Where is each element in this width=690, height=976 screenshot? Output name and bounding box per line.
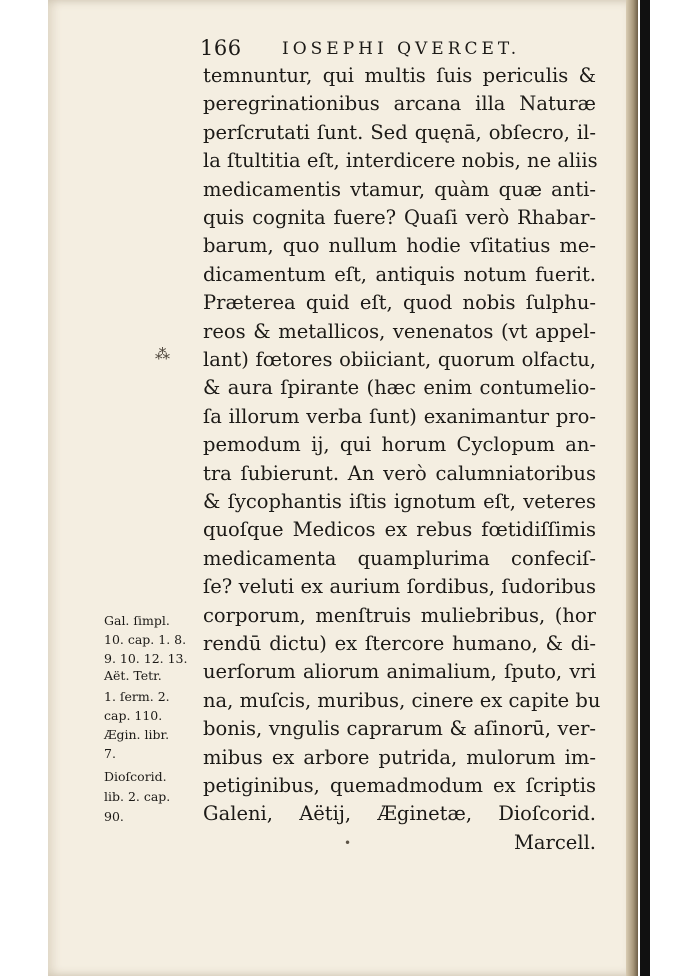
text-line: corporum, menſtruis muliebribus, (hor [203,603,596,627]
text-line: rendū dictu) ex ſtercore humano, & di- [203,632,596,655]
text-line: la ſtultitia eſt, interdicere nobis, ne aliis [203,149,598,173]
text-line: Galeni, Aëtij, Æginetæ, Dioſcorid. [203,802,596,826]
text-line: peregrinationibus arcana illa Naturæ [203,92,596,116]
text-line: lant) fœtores obiiciant, quorum olfactu, [203,348,596,371]
text-line: pemodum ij, qui horum Cyclopum an- [203,433,596,457]
text-line: na, muſcis, muribus, cinere ex capite bu [203,688,601,712]
text-line: medicamentis vtamur, quàm quæ anti- [203,177,596,201]
text-line: mibus ex arbore putrida, mulorum im- [203,745,596,769]
text-line: perſcrutati ſunt. Sed quęnā, obſecro, il- [203,120,596,144]
margin-note-line: Dioſcorid. [104,769,167,784]
text-line: dicamentum eſt, antiquis notum fuerit. [203,262,596,286]
margin-note-line: 10. cap. 1. 8. [104,632,187,647]
margin-note-line: 9. 10. 12. 13. [104,651,188,666]
text-line: & ſycophantis iſtis ignotum eſt, veteres [203,490,596,513]
text-line: Præterea quid eſt, quod nobis ſulphu- [203,291,596,315]
margin-note-line: lib. 2. cap. [104,789,171,804]
text-line: medicamenta quamplurima confeciſ- [203,546,596,570]
text-line: bonis, vngulis caprarum & aſinorū, ver- [203,717,596,741]
text-line: quoſque Medicos ex rebus fœtidiſſimis [203,518,596,542]
text-line: ſa illorum verba ſunt) exanimantur pro- [203,404,596,428]
text-line: reos & metallicos, venenatos (vt appel- [203,319,596,343]
running-title: IOSEPHI QVERCET. [282,39,521,59]
text-line: ſe? veluti ex aurium ſordibus, ſudoribus [203,575,596,599]
margin-note-line: Gal. ſimpl. [104,613,170,628]
marginal-mark-icon: ⁂ [155,345,170,363]
text-line: temnuntur, qui multis ſuis periculis & [203,64,596,87]
text-line: & aura ſpirante (hæc enim contumelio- [203,376,596,400]
text-line: quis cognita fuere? Quaſi verò Rhabar- [203,206,596,229]
margin-note-line: Aët. Tetr. [104,668,162,683]
margin-note-line: 1. ſerm. 2. [104,689,170,704]
margin-note-line: 7. [104,746,116,761]
margin-note-line: Ægin. libr. [104,727,170,742]
text-line: uerſorum aliorum animalium, ſputo, vri [203,660,596,684]
margin-note-line: cap. 110. [104,708,163,723]
scan-border [640,0,650,976]
text-line: Marcell. [513,830,596,854]
page-gutter-shadow [626,0,638,976]
text-line: tra ſubierunt. An verò calumniatoribus [203,461,596,485]
text-line: barum, quo nullum hodie vſitatius me- [203,234,596,258]
ink-smudge-icon: • [344,836,352,850]
page-number: 166 [200,36,242,60]
margin-note-line: 90. [104,809,124,824]
text-line: petiginibus, quemadmodum ex ſcriptis [203,774,596,797]
page-header [200,36,560,62]
